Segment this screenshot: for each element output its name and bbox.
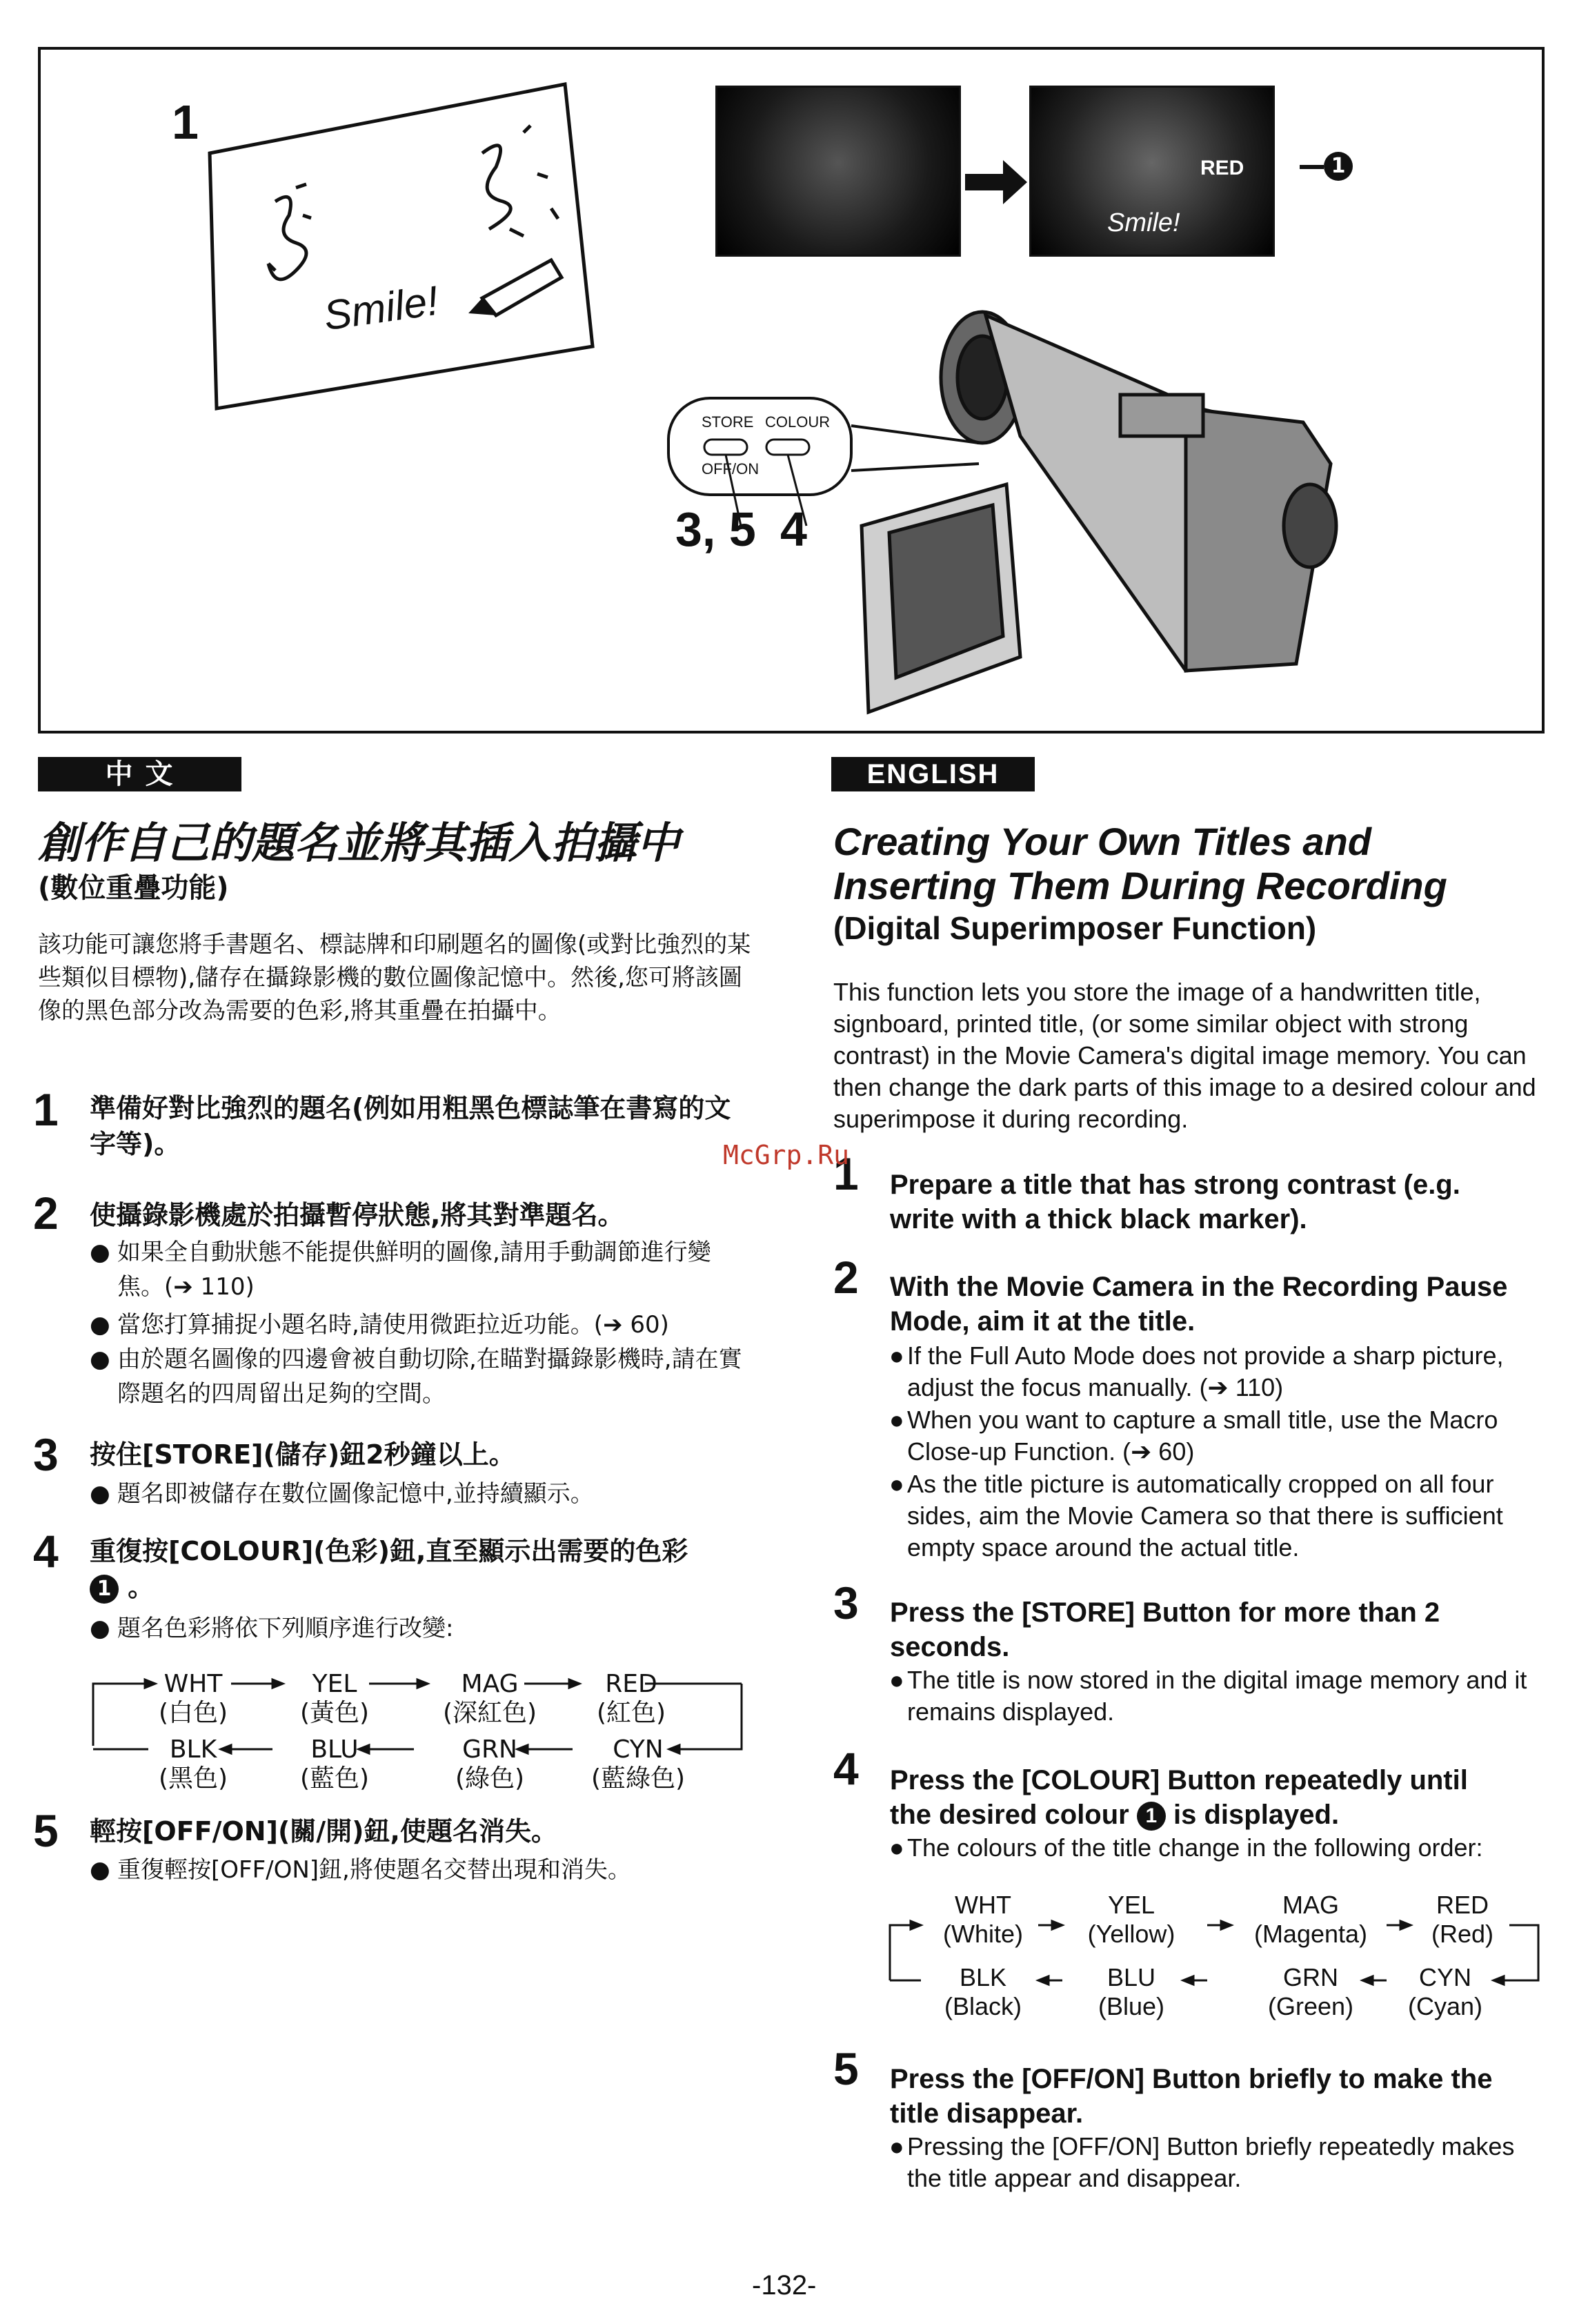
en-step-1-number: 1 [833, 1148, 859, 1199]
en-colour-yel: YEL (Yellow) [1087, 1891, 1175, 1948]
zh-step-5-number: 5 [33, 1805, 59, 1856]
zh-step-4-bullet-1: ● 題名色彩將依下列順序進行改變: [90, 1615, 454, 1642]
chinese-intro: 該功能可讓您將手書題名、標誌牌和印刷題名的圖像(或對比強烈的某些類似目標物),儲存在攝錄影機的數位圖像記憶中。然後,您可將該圖像的黑色部分改為需要的色彩,將其重疊在拍攝中。 [38, 931, 751, 1025]
zh-step-3-bullet-1: ● 題名即被儲存在數位圖像記憶中,並持續顯示。 [90, 1480, 594, 1508]
en-step-2-heading: With the Movie Camera in the Recording Pause Mode, aim it at the title. [890, 1272, 1508, 1337]
en-step-1-heading: Prepare a title that has strong contrast (e.g. write with a thick black marker). [890, 1170, 1460, 1234]
photo-overlay-red: RED [1200, 157, 1244, 179]
photo-after [1029, 86, 1275, 257]
chinese-section-label: 中 文 [38, 757, 241, 791]
en-step-4-bullet-1: ● The colours of the title change in the following order: [889, 1833, 1483, 1862]
english-section-label: ENGLISH [831, 757, 1035, 791]
en-colour-wht: WHT (White) [943, 1891, 1023, 1948]
en-step-3-number: 3 [833, 1577, 859, 1628]
zh-step-1-number: 1 [33, 1084, 59, 1135]
zh-step-2-bullet-3: ● 由於題名圖像的四邊會被自動切除,在瞄對攝錄影機時,請在實際題名的四周留出足夠的空間。 [90, 1346, 742, 1408]
zh-step-5-heading: 輕按[OFF/ON](關/開)鈕,使題名消失。 [90, 1816, 557, 1847]
en-step-5-heading: Press the [OFF/ON] Button briefly to make the title disappear. [890, 2064, 1493, 2129]
zh-step-1-heading: 準備好對比強烈的題名(例如用粗黑色標誌筆在書寫的文字等)。 [90, 1093, 731, 1159]
chinese-title: 創作自己的題名並將其插入拍攝中 [38, 818, 680, 868]
en-step-2-bullet-3: ● As the title picture is automatically cropped on all four sides, aim the Movie Camera so that there is sufficient empty space around the actual title. [889, 1470, 1503, 1562]
en-colour-red: RED (Red) [1431, 1891, 1494, 1948]
english-intro: This function lets you store the image of a handwritten title, signboard, printed title, (or some similar object with strong contrast) in the Movie Camera's digital image memory. You can then change the dark parts of this image to a desired colour and superimpose it during recording. [833, 978, 1536, 1133]
page-number: -132- [752, 2270, 817, 2301]
watermark: McGrp.Ru [723, 1140, 850, 1170]
zh-colour-wht: WHT (白色) [158, 1670, 228, 1727]
illustration-panel [38, 47, 1545, 733]
english-subtitle: (Digital Superimposer Function) [833, 910, 1317, 946]
en-step-5-bullet-1: ● Pressing the [OFF/ON] Button briefly repeatedly makes the title appear and disappear. [889, 2132, 1515, 2192]
label-offon: OFF/ON [702, 460, 760, 477]
fig-step-1: 1 [172, 95, 199, 149]
en-colour-grn: GRN (Green) [1267, 1963, 1354, 2020]
english-title-line-2: Inserting Them During Recording [833, 864, 1447, 907]
zh-step-5-bullet-1: ● 重復輕按[OFF/ON]鈕,將使題名交替出現和消失。 [90, 1856, 631, 1884]
zh-step-2-heading: 使攝錄影機處於拍攝暫停狀態,將其對準題名。 [90, 1200, 624, 1230]
zh-colour-mag: MAG (深紅色) [442, 1670, 537, 1727]
en-step-2-bullet-1: ● If the Full Auto Mode does not provide a sharp picture, adjust the focus manually. (➔ 110) [889, 1341, 1504, 1401]
callout-marker: 1 [1324, 152, 1353, 181]
sign-text: Smile! [321, 277, 441, 339]
zh-step-2-bullet-2: ● 當您打算捕捉小題名時,請使用微距拉近功能。(➔ 60) [90, 1311, 669, 1339]
zh-colour-blu: BLU (藍色) [299, 1735, 370, 1793]
zh-step-3-heading: 按住[STORE](儲存)鈕2秒鐘以上。 [90, 1439, 515, 1470]
zh-colour-cyn: CYN (藍綠色) [590, 1735, 686, 1793]
zh-colour-grn: GRN (綠色) [455, 1735, 525, 1793]
zh-colour-blk: BLK (黑色) [158, 1735, 228, 1793]
zh-step-3-number: 3 [33, 1429, 59, 1480]
zh-colour-yel: YEL (黃色) [299, 1670, 370, 1727]
zh-step-4-number: 4 [33, 1526, 59, 1577]
en-colour-blk: BLK (Black) [944, 1963, 1022, 2020]
zh-step-2-bullet-1: ● 如果全自動狀態不能提供鮮明的圖像,請用手動調節進行變焦。(➔ 110) [90, 1239, 711, 1301]
en-step-2-number: 2 [833, 1252, 859, 1303]
camcorder [862, 312, 1336, 712]
arrow-right-icon [965, 160, 1027, 204]
zh-step-4-heading: 重復按[COLOUR](色彩)鈕,直至顯示出需要的色彩 1 。 [90, 1536, 688, 1602]
en-step-4-number: 4 [833, 1743, 859, 1794]
en-colour-blu: BLU (Blue) [1098, 1963, 1165, 2020]
zh-colour-red: RED (紅色) [596, 1670, 666, 1727]
label-colour: COLOUR [765, 413, 831, 431]
zh-step-2-number: 2 [33, 1188, 59, 1239]
english-title-line-1: Creating Your Own Titles and [833, 820, 1371, 863]
label-store: STORE [702, 413, 754, 431]
en-step-3-heading: Press the [STORE] Button for more than 2 seconds. [890, 1597, 1440, 1662]
fig-step-3-5: 3, 5 [675, 502, 756, 556]
photo-overlay-smile: Smile! [1107, 208, 1180, 237]
en-step-5-number: 5 [833, 2043, 859, 2094]
photo-before [715, 86, 961, 257]
en-colour-mag: MAG (Magenta) [1253, 1891, 1368, 1948]
sign-board [210, 84, 593, 408]
fig-step-4: 4 [780, 502, 807, 556]
en-step-4-heading: Press the [COLOUR] Button repeatedly until the desired colour 1 is displayed. [890, 1765, 1468, 1830]
en-step-3-bullet-1: ● The title is now stored in the digital image memory and it remains displayed. [889, 1666, 1527, 1726]
chinese-subtitle: (數位重疊功能) [38, 872, 229, 904]
en-step-2-bullet-2: ● When you want to capture a small title, use the Macro Close-up Function. (➔ 60) [889, 1406, 1498, 1466]
en-colour-cyn: CYN (Cyan) [1407, 1963, 1483, 2020]
